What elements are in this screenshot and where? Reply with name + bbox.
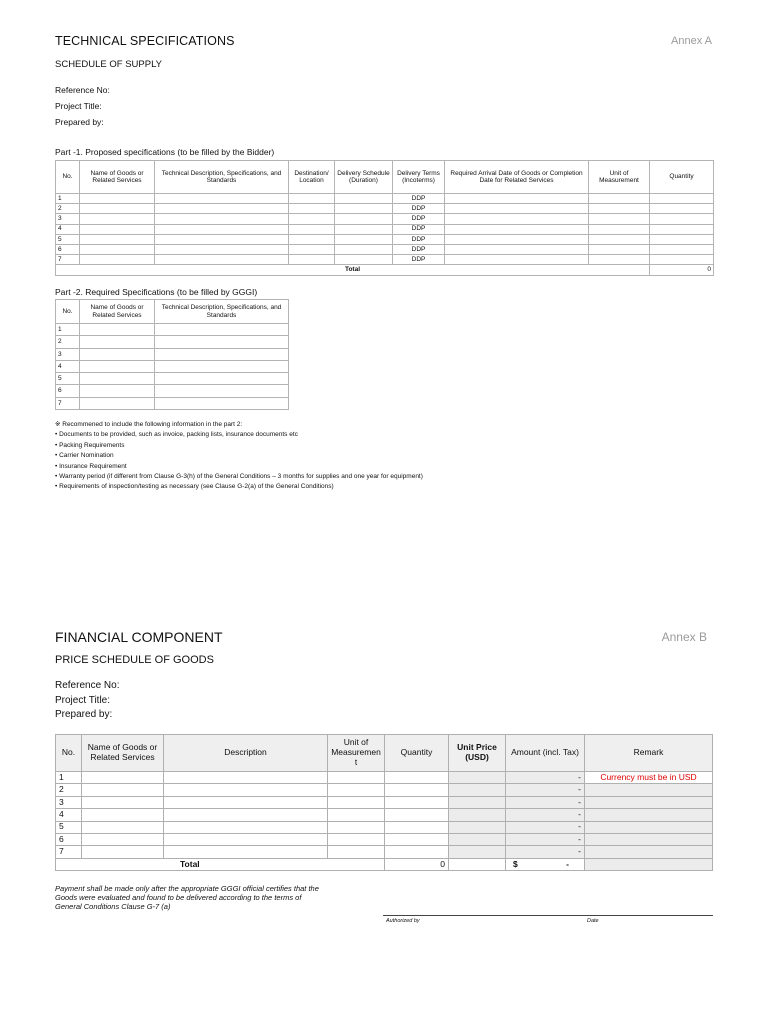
- goods-cell[interactable]: [82, 772, 164, 784]
- schedule-cell[interactable]: [335, 255, 393, 265]
- arrival-cell[interactable]: [445, 255, 589, 265]
- unit-cell[interactable]: [328, 809, 385, 821]
- goods-cell[interactable]: [80, 336, 155, 348]
- annex-b-label: Annex B: [661, 630, 707, 644]
- row-number: 3: [56, 348, 80, 360]
- remark-cell[interactable]: [585, 796, 713, 808]
- technical-cell[interactable]: [155, 204, 289, 214]
- technical-cell[interactable]: [155, 336, 289, 348]
- financial-component-title: FINANCIAL COMPONENT: [55, 629, 223, 645]
- authorized-by-label: Authorized by: [386, 918, 420, 924]
- row-number: 7: [56, 255, 80, 265]
- unit-price-cell[interactable]: [449, 846, 506, 858]
- destination-cell[interactable]: [289, 224, 335, 234]
- part1-col-quantity: Quantity: [650, 161, 714, 194]
- table-row: [56, 194, 714, 204]
- row-number: 2: [56, 204, 80, 214]
- unit-cell[interactable]: [328, 833, 385, 845]
- price-schedule-table: [55, 734, 713, 871]
- part1-col-technical: Technical Description, Specifications, and Standards: [155, 161, 289, 194]
- terms-cell: DDP: [393, 255, 445, 265]
- unit-cell[interactable]: [328, 784, 385, 796]
- goods-cell[interactable]: [80, 244, 155, 254]
- terms-cell: DDP: [393, 194, 445, 204]
- table-row: [56, 234, 714, 244]
- signature-line: [383, 915, 713, 916]
- amount-cell: -: [506, 784, 585, 796]
- unit-price-cell[interactable]: [449, 833, 506, 845]
- table-row: [56, 821, 713, 833]
- arrival-cell[interactable]: [445, 204, 589, 214]
- table-row: [56, 397, 289, 409]
- schedule-cell[interactable]: [335, 234, 393, 244]
- quantity-cell[interactable]: [385, 784, 449, 796]
- price-col-unit: Unit of Measuremen t: [328, 735, 385, 772]
- row-number: 3: [56, 214, 80, 224]
- technical-cell[interactable]: [155, 214, 289, 224]
- unit-cell[interactable]: [589, 204, 650, 214]
- part2-header-row: [56, 300, 289, 324]
- notes-item: • Requirements of inspection/testing as necessary (see Clause G-2(a) of the General Conditions): [55, 483, 334, 491]
- technical-cell[interactable]: [155, 397, 289, 409]
- table-row: [56, 255, 714, 265]
- table-row: [56, 214, 714, 224]
- table-row: [56, 833, 713, 845]
- remark-cell[interactable]: [585, 821, 713, 833]
- amount-cell: -: [506, 846, 585, 858]
- remark-cell[interactable]: [585, 846, 713, 858]
- table-row: [56, 336, 289, 348]
- goods-cell[interactable]: [80, 204, 155, 214]
- goods-cell[interactable]: [82, 796, 164, 808]
- reference-no-label: Reference No:: [55, 85, 110, 95]
- annex-b-meta: [55, 679, 119, 723]
- quantity-cell[interactable]: [385, 796, 449, 808]
- notes-item: • Carrier Nomination: [55, 452, 114, 460]
- schedule-cell[interactable]: [335, 244, 393, 254]
- price-header-row: [56, 735, 713, 772]
- part1-total-label: Total: [56, 265, 650, 275]
- unit-price-cell[interactable]: [449, 772, 506, 784]
- part1-col-unit: Unit of Measurement: [589, 161, 650, 194]
- table-row: [56, 360, 289, 372]
- quantity-cell[interactable]: [385, 833, 449, 845]
- description-cell[interactable]: [164, 821, 328, 833]
- price-total-quantity: 0: [385, 858, 449, 870]
- part2-notes: [55, 420, 423, 493]
- goods-cell[interactable]: [80, 194, 155, 204]
- annex-a-label: Annex A: [671, 35, 712, 47]
- price-total-amount: [506, 858, 585, 870]
- unit-cell[interactable]: [589, 244, 650, 254]
- row-number: 1: [56, 194, 80, 204]
- quantity-cell[interactable]: [385, 821, 449, 833]
- row-number: 6: [56, 833, 82, 845]
- unit-cell[interactable]: [589, 194, 650, 204]
- row-number: 2: [56, 784, 82, 796]
- quantity-cell[interactable]: [650, 234, 714, 244]
- unit-price-cell[interactable]: [449, 796, 506, 808]
- goods-cell[interactable]: [82, 784, 164, 796]
- description-cell[interactable]: [164, 784, 328, 796]
- unit-cell[interactable]: [328, 796, 385, 808]
- destination-cell[interactable]: [289, 244, 335, 254]
- table-row: [56, 373, 289, 385]
- part2-table: [55, 299, 289, 410]
- goods-cell[interactable]: [82, 833, 164, 845]
- arrival-cell[interactable]: [445, 194, 589, 204]
- table-row: [56, 204, 714, 214]
- destination-cell[interactable]: [289, 194, 335, 204]
- remark-cell[interactable]: [585, 809, 713, 821]
- technical-cell[interactable]: [155, 348, 289, 360]
- goods-cell[interactable]: [82, 821, 164, 833]
- price-col-remark: Remark: [585, 735, 713, 772]
- notes-item: • Packing Requirements: [55, 441, 125, 449]
- technical-cell[interactable]: [155, 244, 289, 254]
- arrival-cell[interactable]: [445, 244, 589, 254]
- price-total-row: [56, 858, 713, 870]
- amount-cell: -: [506, 796, 585, 808]
- technical-cell[interactable]: [155, 255, 289, 265]
- quantity-cell[interactable]: [385, 772, 449, 784]
- schedule-cell[interactable]: [335, 194, 393, 204]
- description-cell[interactable]: [164, 846, 328, 858]
- reference-no-label: Reference No:: [55, 680, 120, 691]
- row-number: 5: [56, 821, 82, 833]
- row-number: 3: [56, 796, 82, 808]
- quantity-cell[interactable]: [385, 846, 449, 858]
- quantity-cell[interactable]: [650, 244, 714, 254]
- unit-cell[interactable]: [328, 846, 385, 858]
- quantity-cell[interactable]: [650, 204, 714, 214]
- remark-cell[interactable]: [585, 784, 713, 796]
- part1-col-no: No.: [56, 161, 80, 194]
- remark-cell[interactable]: Currency must be in USD: [585, 772, 713, 784]
- goods-cell[interactable]: [80, 348, 155, 360]
- table-row: [56, 348, 289, 360]
- notes-intro: ※ Recommened to include the following information in the part 2:: [55, 421, 243, 428]
- quantity-cell[interactable]: [650, 214, 714, 224]
- technical-cell[interactable]: [155, 373, 289, 385]
- row-number: 1: [56, 324, 80, 336]
- table-row: [56, 324, 289, 336]
- arrival-cell[interactable]: [445, 224, 589, 234]
- unit-cell[interactable]: [589, 214, 650, 224]
- description-cell[interactable]: [164, 772, 328, 784]
- terms-cell: DDP: [393, 204, 445, 214]
- technical-cell[interactable]: [155, 385, 289, 397]
- terms-cell: DDP: [393, 224, 445, 234]
- notes-item: • Documents to be provided, such as invoice, packing lists, insurance documents etc: [55, 431, 298, 439]
- destination-cell[interactable]: [289, 255, 335, 265]
- price-total-remark: [585, 858, 713, 870]
- technical-cell[interactable]: [155, 360, 289, 372]
- row-number: 6: [56, 385, 80, 397]
- table-row: [56, 772, 713, 784]
- goods-cell[interactable]: [80, 234, 155, 244]
- row-number: 7: [56, 397, 80, 409]
- technical-cell[interactable]: [155, 224, 289, 234]
- quantity-cell[interactable]: [385, 809, 449, 821]
- row-number: 7: [56, 846, 82, 858]
- price-total-label: Total: [56, 858, 385, 870]
- amount-cell: -: [506, 821, 585, 833]
- prepared-by-label: Prepared by:: [55, 117, 104, 127]
- amount-cell: -: [506, 809, 585, 821]
- arrival-cell[interactable]: [445, 234, 589, 244]
- part1-table: [55, 160, 714, 276]
- schedule-cell[interactable]: [335, 224, 393, 234]
- payment-note: Payment shall be made only after the appropriate GGGI official certifies that the Goods were evaluated and found to be delivered according to the terms of General Conditions Clause G-7 (a): [55, 884, 319, 911]
- technical-cell[interactable]: [155, 234, 289, 244]
- goods-cell[interactable]: [80, 214, 155, 224]
- part2-title: Part -2. Required Specifications (to be filled by GGGI): [55, 287, 258, 297]
- table-row: [56, 244, 714, 254]
- notes-item: • Warranty period (if different from Clause G-3(h) of the General Conditions – 3 months for supplies and one year for equipment): [55, 473, 423, 481]
- remark-cell[interactable]: [585, 833, 713, 845]
- project-title-label: Project Title:: [55, 101, 102, 111]
- unit-price-cell[interactable]: [449, 809, 506, 821]
- technical-cell[interactable]: [155, 194, 289, 204]
- price-col-description: Description: [164, 735, 328, 772]
- part2-col-goods: Name of Goods or Related Services: [80, 300, 155, 324]
- description-cell[interactable]: [164, 833, 328, 845]
- unit-cell[interactable]: [328, 821, 385, 833]
- price-total-unit-price: [449, 858, 506, 870]
- notes-item: • Insurance Requirement: [55, 462, 127, 470]
- part1-title: Part -1. Proposed specifications (to be filled by the Bidder): [55, 147, 275, 157]
- row-number: 6: [56, 244, 80, 254]
- row-number: 4: [56, 224, 80, 234]
- part1-col-goods: Name of Goods or Related Services: [80, 161, 155, 194]
- date-label: Date: [587, 918, 599, 924]
- unit-price-cell[interactable]: [449, 821, 506, 833]
- terms-cell: DDP: [393, 234, 445, 244]
- unit-cell[interactable]: [589, 234, 650, 244]
- row-number: 5: [56, 373, 80, 385]
- part1-header-row: [56, 161, 714, 194]
- table-row: [56, 224, 714, 234]
- goods-cell[interactable]: [80, 255, 155, 265]
- goods-cell[interactable]: [80, 385, 155, 397]
- goods-cell[interactable]: [80, 360, 155, 372]
- goods-cell[interactable]: [82, 846, 164, 858]
- description-cell[interactable]: [164, 809, 328, 821]
- goods-cell[interactable]: [82, 809, 164, 821]
- table-row: [56, 385, 289, 397]
- price-schedule-subtitle: PRICE SCHEDULE OF GOODS: [55, 654, 214, 666]
- part1-total-row: [56, 265, 714, 275]
- row-number: 4: [56, 360, 80, 372]
- price-col-goods: Name of Goods or Related Services: [82, 735, 164, 772]
- unit-cell[interactable]: [589, 224, 650, 234]
- part1-col-schedule: Delivery Schedule (Duration): [335, 161, 393, 194]
- goods-cell[interactable]: [80, 373, 155, 385]
- destination-cell[interactable]: [289, 234, 335, 244]
- part1-col-arrival: Required Arrival Date of Goods or Completion Date for Related Services: [445, 161, 589, 194]
- destination-cell[interactable]: [289, 214, 335, 224]
- technical-cell[interactable]: [155, 324, 289, 336]
- row-number: 1: [56, 772, 82, 784]
- total-currency-symbol: $: [513, 858, 518, 869]
- goods-cell[interactable]: [80, 224, 155, 234]
- part1-col-destination: Destination/ Location: [289, 161, 335, 194]
- goods-cell[interactable]: [80, 324, 155, 336]
- price-col-quantity: Quantity: [385, 735, 449, 772]
- quantity-cell[interactable]: [650, 224, 714, 234]
- prepared-by-label: Prepared by:: [55, 709, 113, 720]
- schedule-cell[interactable]: [335, 204, 393, 214]
- unit-cell[interactable]: [328, 772, 385, 784]
- technical-specifications-title: TECHNICAL SPECIFICATIONS: [55, 34, 235, 48]
- table-row: [56, 784, 713, 796]
- amount-cell: -: [506, 772, 585, 784]
- quantity-cell[interactable]: [650, 194, 714, 204]
- table-row: [56, 846, 713, 858]
- price-col-unit-price: Unit Price (USD): [449, 735, 506, 772]
- quantity-cell[interactable]: [650, 255, 714, 265]
- table-row: [56, 796, 713, 808]
- part1-total-value: 0: [650, 265, 714, 275]
- terms-cell: DDP: [393, 214, 445, 224]
- unit-price-cell[interactable]: [449, 784, 506, 796]
- schedule-of-supply-subtitle: SCHEDULE OF SUPPLY: [55, 59, 162, 70]
- project-title-label: Project Title:: [55, 694, 111, 706]
- annex-a-meta: [55, 82, 110, 130]
- amount-cell: -: [506, 833, 585, 845]
- price-col-amount: Amount (incl. Tax): [506, 735, 585, 772]
- goods-cell[interactable]: [80, 397, 155, 409]
- terms-cell: DDP: [393, 244, 445, 254]
- total-amount-value: -: [566, 858, 569, 869]
- part2-col-no: No.: [56, 300, 80, 324]
- table-row: [56, 809, 713, 821]
- unit-cell[interactable]: [589, 255, 650, 265]
- part1-col-terms: Delivery Terms (Incoterms): [393, 161, 445, 194]
- row-number: 5: [56, 234, 80, 244]
- price-col-no: No.: [56, 735, 82, 772]
- part2-col-technical: Technical Description, Specifications, and Standards: [155, 300, 289, 324]
- row-number: 4: [56, 809, 82, 821]
- destination-cell[interactable]: [289, 204, 335, 214]
- description-cell[interactable]: [164, 796, 328, 808]
- arrival-cell[interactable]: [445, 214, 589, 224]
- row-number: 2: [56, 336, 80, 348]
- schedule-cell[interactable]: [335, 214, 393, 224]
